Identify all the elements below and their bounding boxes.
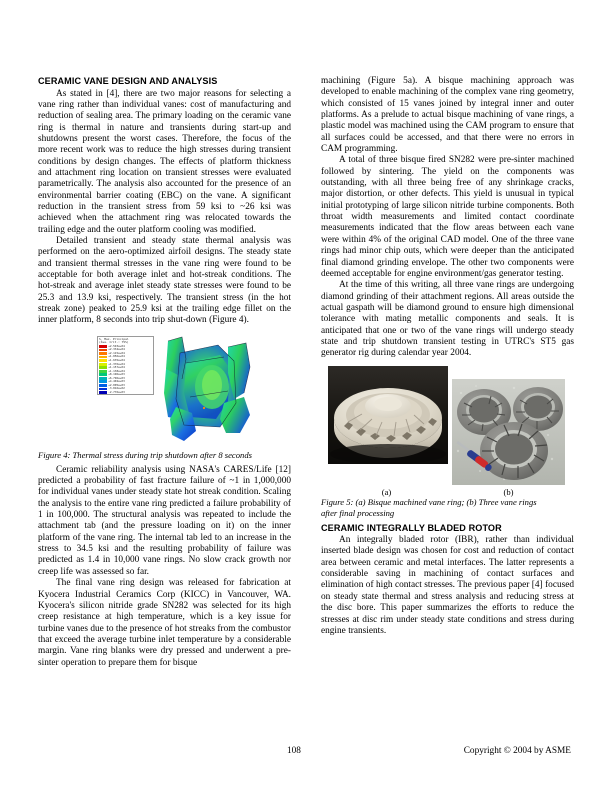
fea-legend-value: +1.157e+04 (108, 365, 125, 370)
fea-legend-swatch (99, 349, 107, 352)
fea-legend-value: +2.593e+04 (108, 343, 125, 348)
fea-legend-swatch (99, 363, 107, 366)
fea-legend-swatch (99, 373, 107, 376)
paragraph-reliability-analysis: Ceramic reliability analysis using NASA's CARES/Life [12] predicted a probability of fast fracture failure of ~1 in 1,000,000 for individual vanes under steady state hot streak condition. Scaling the analysis to the entire vane ring predicted a failure probability of 1 in 100,000. The structural analysis was repeated to include the attachment tab (and the pressure loading on it) on the inner platform of the vane ring. The internal tab led to an increase in the stress to 34.5 ksi and the resulting probability of failure was predicted as 1.4 in 10,000 vane rings. No slow crack growth nor creep life was assessed so far. (38, 464, 291, 577)
figure-5 (321, 364, 574, 487)
fea-legend-value: +2.334e+04 (108, 347, 125, 352)
paragraph-fabrication: The final vane ring design was released for fabrication at Kyocera Industrial Ceramics Corp (KICC) in Vancouver, WA. Kyocera's silicon nitride grade SN282 was selected for its high creep resistance at high temperature, which is a key issue for turbine vanes due to the presence of hot streaks from the combustor that exceed the average turbine inlet temperature by a considerable margin. Vane ring blanks were dry pressed and underwent a pre-sinter operation to prepare them for bisque (38, 578, 291, 668)
figure-5-sublabels (321, 487, 574, 497)
section-heading-ibr: CERAMIC INTEGRALLY BLADED ROTOR (321, 522, 502, 533)
fea-legend-swatch (99, 366, 107, 369)
fea-legend-value: +1.856e+04 (108, 354, 125, 359)
figure-4 (38, 333, 291, 446)
fea-legend-swatch (99, 356, 107, 359)
fea-legend-value: +1.138e+04 (108, 368, 125, 373)
fea-legend-value: +2.005e+03 (108, 382, 125, 387)
figure-5-label-a: (a) (381, 486, 392, 497)
fea-legend-value: +4.402e+03 (108, 379, 125, 384)
fea-legend-value: +6.796e+03 (108, 375, 125, 380)
fea-contour-legend (97, 336, 154, 395)
figure-4-caption: Figure 4: Thermal stress during trip shutdown after 8 seconds (38, 449, 252, 460)
paragraph-bisque-machining: machining (Figure 5a). A bisque machining approach was developed to enable machining of the complex vane ring geometry, which consisted of 15 vanes joined by integral inner and outer platforms. As a prelude to actual bisque machining of vane rings, a plastic model was machined using the CAM program to ensure that all surfaces could be accessed, and that there were no errors in CAM programming. (321, 76, 574, 155)
fea-legend-swatch (99, 380, 107, 383)
photo-three-vane-rings (452, 379, 565, 485)
paragraph-ibr-intro: An integrally bladed rotor (IBR), rather than individual inserted blade design was chosen for cost and reduction of contact area between ceramic and metal interfaces. The latter represents a considerable saving in machining of contact surfaces and elimination of high contact stresses. The previous paper [4] focused on steady state thermal and stress analysis and reducing stress at the disc bore. This paper summarizes the efforts to reduce the stresses at disc rim under steady state conditions and stress during engine transients. (321, 535, 574, 636)
figure-5-caption-line-1: Figure 5: (a) Bisque machined vane ring; (b) Three vane rings (321, 496, 537, 507)
fea-vane-contour-model (162, 333, 254, 446)
section-heading-vane-design: CERAMIC VANE DESIGN AND ANALYSIS (38, 76, 218, 86)
fea-legend-value: +1.376e+04 (108, 361, 125, 366)
right-column (321, 76, 574, 637)
figure-5-label-b: (b) (503, 486, 514, 497)
fea-legend-rows (99, 345, 152, 395)
fea-legend-row (99, 391, 152, 395)
fea-legend-value: +1.635e+04 (108, 357, 125, 362)
fea-legend-value: +2.115e+04 (108, 350, 125, 355)
fea-legend-title-line-1: S, Max. Principal (99, 336, 129, 341)
fea-legend-value: -3.816e+02 (108, 386, 125, 391)
fea-legend-swatch (99, 388, 107, 391)
left-column (38, 76, 291, 669)
fea-legend-title-line-2: (Ave. Crit.: 75%) (99, 339, 129, 344)
paragraph-vane-design-intro: As stated in [4], there are two major reasons for selecting a vane ring rather than individual vanes: cost of manufacturing and reduction of sealing area. The primary loading on the ceramic vane ring is thermal in nature and transients during start-up and shutdowns present the worst cases. Therefore, the focus of the more recent work was to reduce the high stresses during transient conditions by design changes. The effects of platform thickness and attachment ring location on transient stresses were evaluated parametrically. The analysis also accounted for the presence of an environmental barrier coating (EBC) on the vane. A significant reduction in the transient stress from 59 ksi to ~26 ksi was achieved when the attachment ring was relocated towards the trailing edge and the outer platform cooling was modified. (38, 88, 291, 235)
fea-legend-value: -2.776e+03 (108, 389, 125, 394)
paragraph-sintering-yield: A total of three bisque fired SN282 were pre-sinter machined followed by sintering. The yield on the components was outstanding, with all three being free of any shrinkage cracks, major distortion, or other defects. This yield is unusual in typical initial prototyping of large silicon nitride turbine components. Both throat width measurements and limited contact coordinate measurements indicated that the flow areas between each vane were within 4% of the original CAD model. One of the three vane rings had minor chip outs, which were deeper than the anticipated final diamond grinding envelope. The other two components were deemed acceptable for engine environment/gas generator testing. (321, 155, 574, 279)
fea-legend-swatch (99, 359, 107, 362)
fea-legend-swatch (99, 370, 107, 373)
figure-5-caption-line-2: after final processing (321, 507, 395, 518)
paragraph-thermal-analysis: Detailed transient and steady state thermal analysis was performed on the aero-optimized airfoil designs. The steady state and transient thermal stresses in the vane ring were found to be acceptable for both average inlet and hot-streak conditions. The hot-streak and average inlet steady state stresses were found to be 25.3 and 13.9 ksi, respectively. The transient stress (in the hot streak zone) peaked to 25.9 ksi at the trailing edge fillet on the inner platform, 8 seconds into trip shut-down (Figure 4). (38, 235, 291, 326)
photo-bisque-machined-vane-ring (328, 366, 448, 464)
fea-legend-swatch (99, 352, 107, 355)
paragraph-diamond-grinding: At the time of this writing, all three vane rings are undergoing diamond grinding of their attachment regions. All areas outside the actual gaspath will be diamond ground to ensure high dimensional tolerance with mating metallic components and seals. It is anticipated that one or two of the vane rings will undergo steady state and trip shutdown transient testing in UTRC's ST5 gas generator rig during calendar year 2004. (321, 280, 574, 359)
fea-legend-swatch (99, 384, 107, 387)
page-number: 108 (287, 746, 301, 756)
fea-legend-swatch (99, 391, 107, 394)
fea-legend-value: +8.196e+03 (108, 372, 125, 377)
fea-legend-swatch (99, 377, 107, 380)
copyright-notice: Copyright © 2004 by ASME (463, 746, 571, 756)
fea-legend-swatch (99, 345, 107, 348)
page-footer (38, 746, 574, 758)
